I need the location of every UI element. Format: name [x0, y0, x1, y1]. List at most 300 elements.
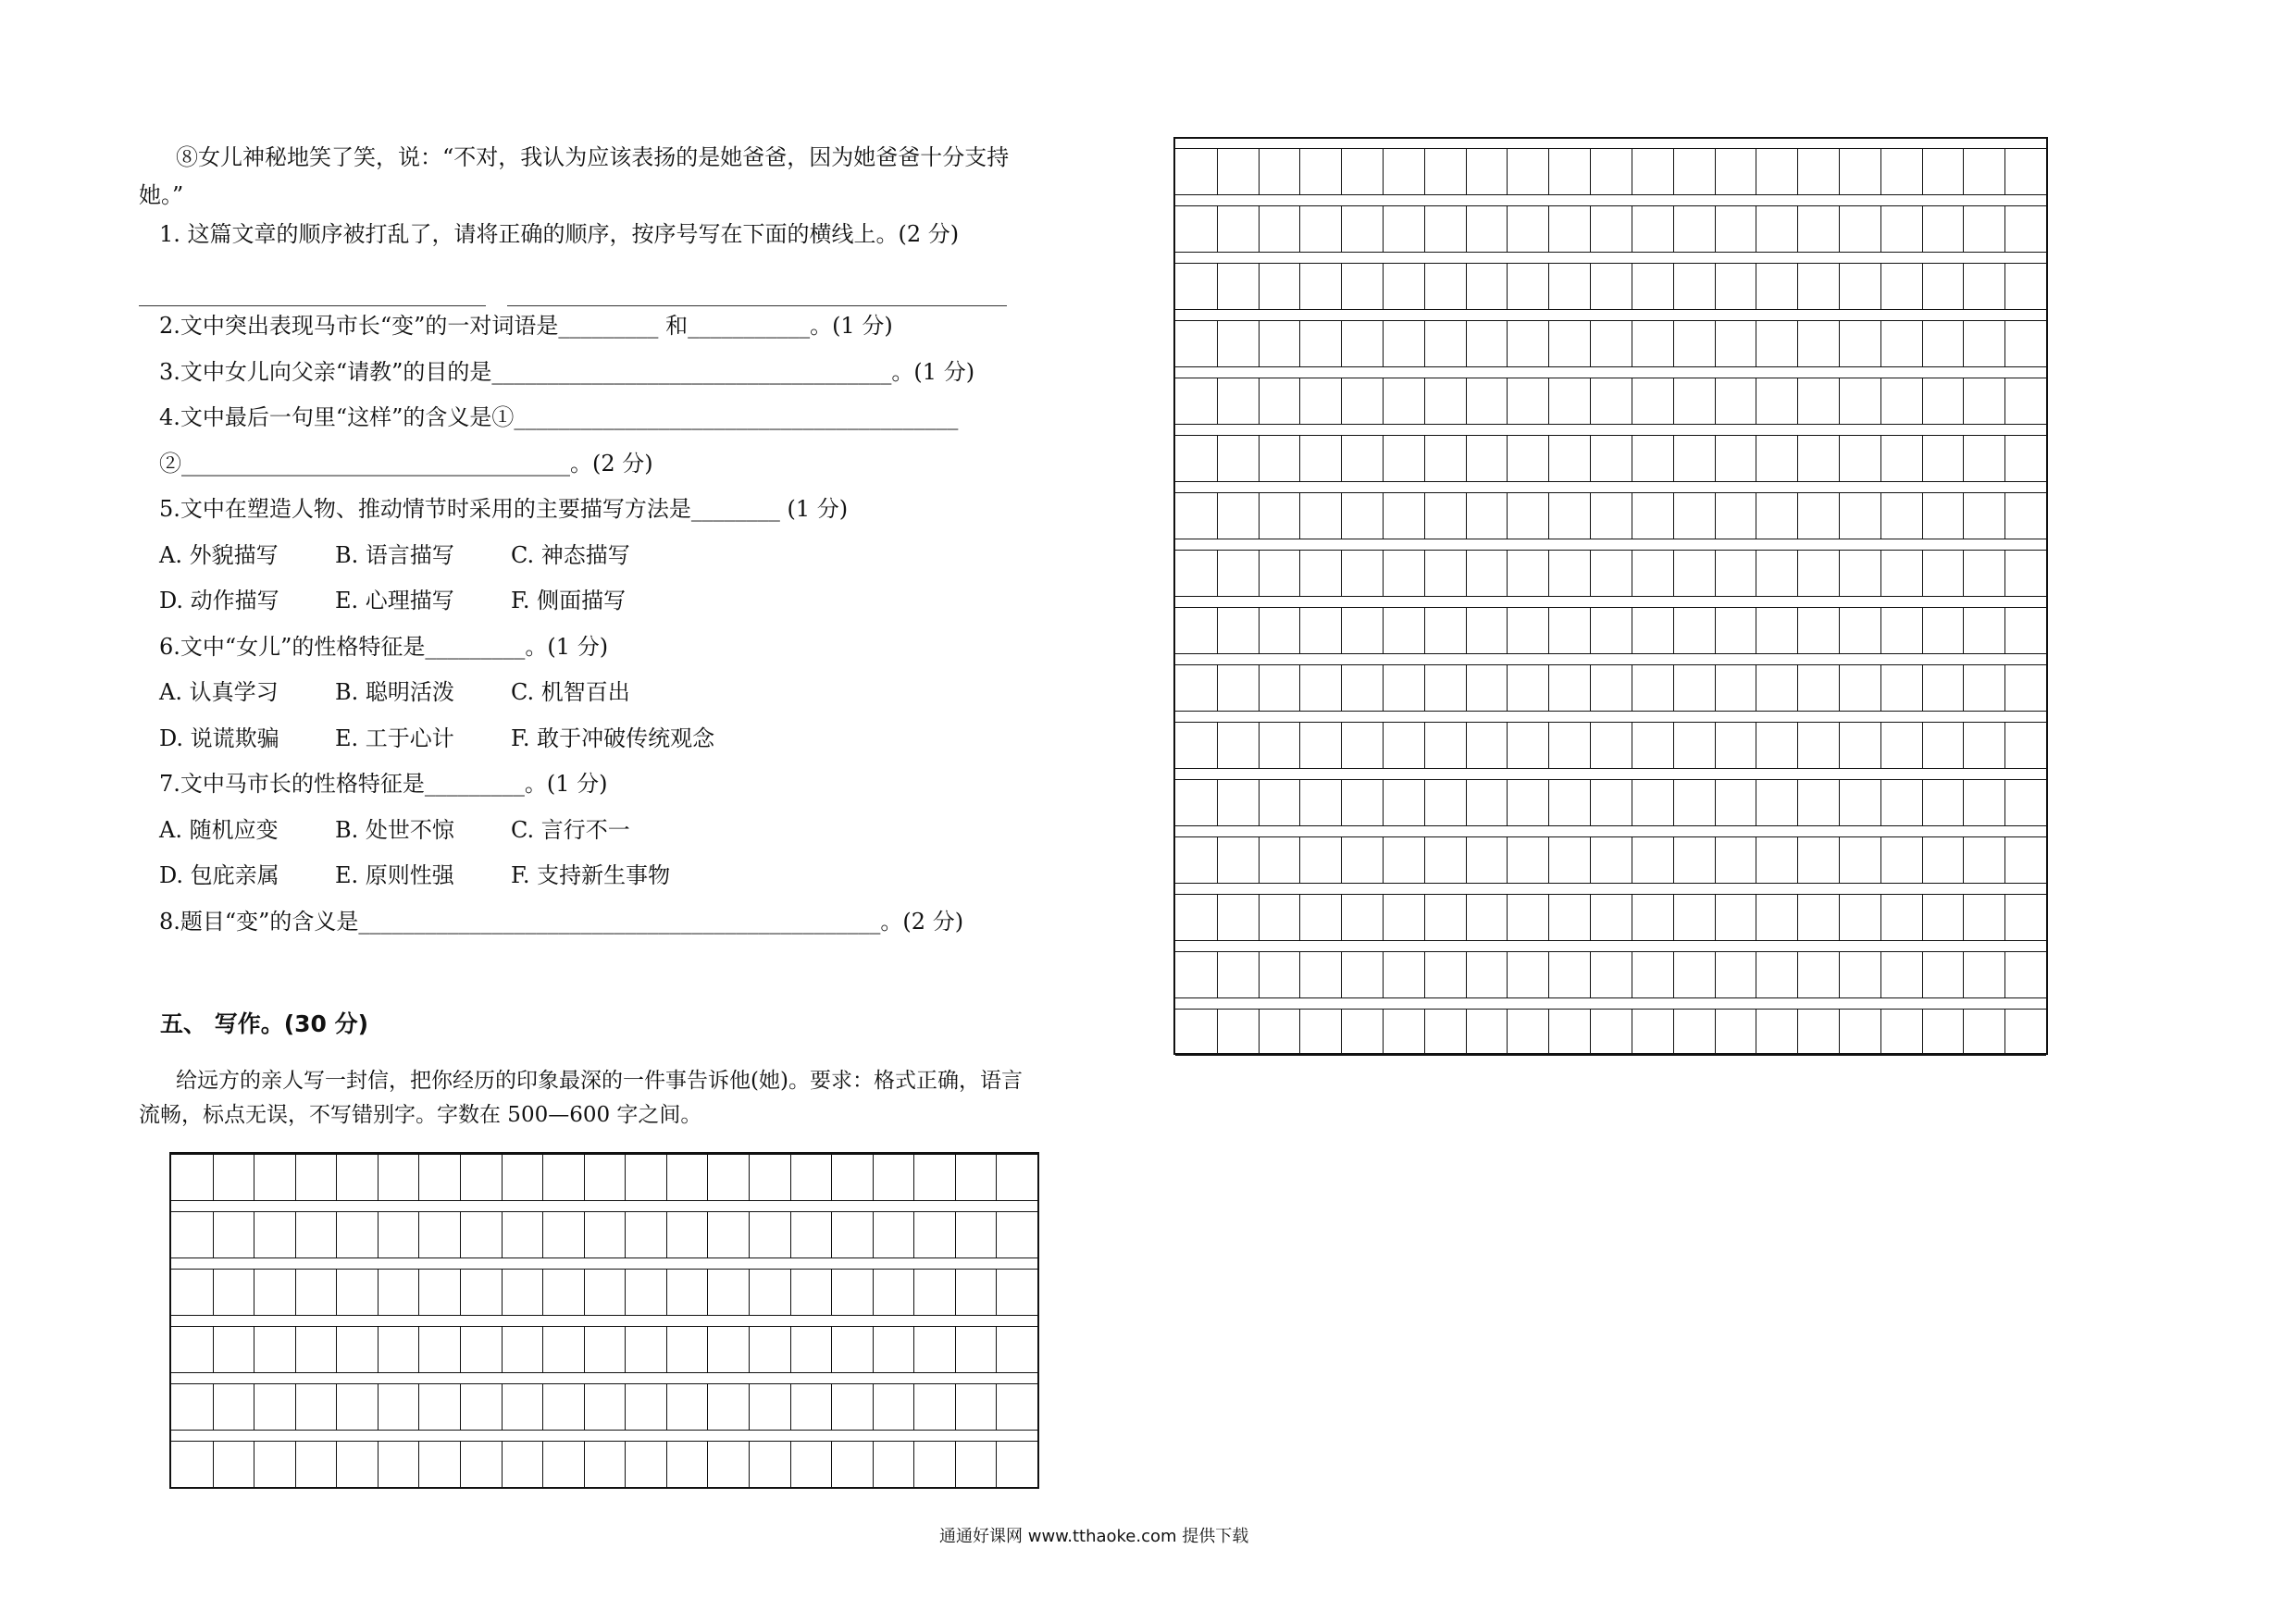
- grid-cell-divider: [1548, 435, 1549, 481]
- grid-cell-divider: [666, 1441, 667, 1487]
- grid-cell-divider: [1548, 664, 1549, 711]
- grid-cell-divider: [1259, 320, 1260, 366]
- question-5: 5.文中在塑造人物、推动情节时采用的主要描写方法是________ (1 分): [159, 496, 849, 522]
- grid-cell-divider: [1839, 205, 1840, 252]
- grid-cell-divider: [790, 1326, 791, 1372]
- grid-cell-divider: [1797, 148, 1798, 194]
- grid-cell-divider: [625, 1154, 626, 1200]
- grid-cell-divider: [213, 1383, 214, 1430]
- grid-cell-divider: [1424, 320, 1425, 366]
- grid-row: [171, 1211, 1037, 1258]
- option: B. 语言描写: [335, 541, 454, 568]
- grid-row: [171, 1269, 1037, 1315]
- grid-cell-divider: [1299, 951, 1300, 997]
- grid-cell-divider: [584, 1383, 585, 1430]
- grid-cell-divider: [378, 1269, 379, 1315]
- grid-cell-divider: [1922, 664, 1923, 711]
- grid-cell-divider: [336, 1154, 337, 1200]
- grid-cell-divider: [1922, 550, 1923, 596]
- grid-cell-divider: [625, 1269, 626, 1315]
- grid-cell-divider: [873, 1269, 874, 1315]
- grid-cell-divider: [1797, 951, 1798, 997]
- grid-cell-divider: [1715, 951, 1716, 997]
- grid-cell-divider: [1590, 1009, 1591, 1055]
- grid-cell-divider: [1341, 148, 1342, 194]
- grid-cell-divider: [1341, 492, 1342, 539]
- grid-cell-divider: [1548, 779, 1549, 825]
- grid-cell-divider: [1466, 378, 1467, 424]
- grid-cell-divider: [1839, 951, 1840, 997]
- grid-cell-divider: [584, 1441, 585, 1487]
- grid-cell-divider: [790, 1441, 791, 1487]
- grid-cell-divider: [1590, 492, 1591, 539]
- grid-cell-divider: [336, 1441, 337, 1487]
- grid-cell-divider: [1590, 205, 1591, 252]
- grid-cell-divider: [955, 1383, 956, 1430]
- grid-cell-divider: [707, 1326, 708, 1372]
- grid-cell-divider: [1922, 1009, 1923, 1055]
- grid-cell-divider: [1466, 492, 1467, 539]
- grid-cell-divider: [955, 1154, 956, 1200]
- grid-cell-divider: [336, 1269, 337, 1315]
- grid-cell-divider: [213, 1326, 214, 1372]
- grid-cell-divider: [418, 1383, 419, 1430]
- grid-cell-divider: [1466, 836, 1467, 883]
- grid-cell-divider: [1880, 492, 1881, 539]
- grid-cell-divider: [378, 1211, 379, 1258]
- grid-cell-divider: [213, 1269, 214, 1315]
- grid-row-bottom-line: [171, 1200, 1037, 1201]
- question-7: 7.文中马市长的性格特征是_________。(1 分): [159, 771, 608, 797]
- grid-cell-divider: [1424, 492, 1425, 539]
- grid-row: [1175, 951, 2046, 997]
- grid-cell-divider: [460, 1269, 461, 1315]
- grid-cell-divider: [1963, 836, 1964, 883]
- grid-cell-divider: [1922, 320, 1923, 366]
- grid-cell-divider: [542, 1211, 543, 1258]
- writing-instructions: 给远方的亲人写一封信，把你经历的印象最深的一件事告诉他(她)。要求：格式正确，语言流畅，标点无误，不写错别字。字数在 500—600 字之间。: [139, 1069, 1023, 1127]
- grid-cell-divider: [1797, 378, 1798, 424]
- grid-cell-divider: [2004, 951, 2005, 997]
- grid-cell-divider: [666, 1269, 667, 1315]
- grid-cell-divider: [1259, 263, 1260, 309]
- grid-cell-divider: [1217, 550, 1218, 596]
- writing-heading: 五、 写作。(30 分): [160, 1010, 369, 1037]
- grid-cell-divider: [1839, 378, 1840, 424]
- grid-cell-divider: [2004, 148, 2005, 194]
- grid-cell-divider: [1922, 263, 1923, 309]
- grid-cell-divider: [1341, 550, 1342, 596]
- grid-row: [1175, 320, 2046, 366]
- grid-cell-divider: [1341, 435, 1342, 481]
- grid-cell-divider: [1259, 492, 1260, 539]
- grid-cell-divider: [1383, 836, 1384, 883]
- grid-cell-divider: [2004, 378, 2005, 424]
- grid-cell-divider: [1715, 263, 1716, 309]
- grid-cell-divider: [1424, 550, 1425, 596]
- grid-cell-divider: [418, 1211, 419, 1258]
- grid-row-bottom-line: [1175, 252, 2046, 253]
- grid-cell-divider: [1383, 378, 1384, 424]
- grid-cell-divider: [873, 1154, 874, 1200]
- grid-cell-divider: [1341, 263, 1342, 309]
- grid-cell-divider: [1507, 951, 1508, 997]
- grid-cell-divider: [584, 1269, 585, 1315]
- grid-cell-divider: [542, 1154, 543, 1200]
- grid-cell-divider: [1590, 722, 1591, 768]
- grid-cell-divider: [1466, 550, 1467, 596]
- grid-cell-divider: [1299, 320, 1300, 366]
- grid-cell-divider: [1341, 205, 1342, 252]
- composition-grid-right[interactable]: [1173, 137, 2048, 1055]
- grid-row: [1175, 435, 2046, 481]
- grid-cell-divider: [502, 1269, 503, 1315]
- grid-cell-divider: [336, 1383, 337, 1430]
- grid-cell-divider: [1466, 263, 1467, 309]
- grid-cell-divider: [1548, 148, 1549, 194]
- grid-row-bottom-line: [171, 1315, 1037, 1316]
- composition-grid-left[interactable]: [169, 1152, 1039, 1489]
- grid-cell-divider: [707, 1383, 708, 1430]
- grid-row: [1175, 779, 2046, 825]
- grid-row: [1175, 894, 2046, 940]
- grid-cell-divider: [1673, 607, 1674, 653]
- question-7-options-row-2: [139, 861, 1046, 908]
- grid-cell-divider: [1590, 664, 1591, 711]
- grid-cell-divider: [790, 1269, 791, 1315]
- grid-cell-divider: [1341, 1009, 1342, 1055]
- grid-cell-divider: [955, 1441, 956, 1487]
- grid-cell-divider: [996, 1441, 997, 1487]
- grid-cell-divider: [1922, 435, 1923, 481]
- grid-cell-divider: [996, 1269, 997, 1315]
- grid-cell-divider: [1217, 205, 1218, 252]
- grid-cell-divider: [460, 1383, 461, 1430]
- grid-cell-divider: [873, 1383, 874, 1430]
- grid-cell-divider: [1507, 320, 1508, 366]
- grid-cell-divider: [1673, 894, 1674, 940]
- answer-line-2[interactable]: [507, 305, 1007, 306]
- grid-cell-divider: [1424, 205, 1425, 252]
- grid-cell-divider: [542, 1441, 543, 1487]
- grid-cell-divider: [2004, 435, 2005, 481]
- question-5-options-row-2: [139, 587, 1046, 633]
- option: B. 处世不惊: [335, 816, 454, 843]
- grid-cell-divider: [749, 1383, 750, 1430]
- grid-cell-divider: [873, 1326, 874, 1372]
- grid-cell-divider: [460, 1154, 461, 1200]
- grid-cell-divider: [1963, 320, 1964, 366]
- option: A. 外貌描写: [159, 541, 279, 568]
- grid-cell-divider: [1259, 836, 1260, 883]
- grid-cell-divider: [2004, 722, 2005, 768]
- grid-cell-divider: [1299, 894, 1300, 940]
- grid-cell-divider: [295, 1383, 296, 1430]
- grid-cell-divider: [749, 1154, 750, 1200]
- grid-cell-divider: [418, 1154, 419, 1200]
- grid-cell-divider: [831, 1211, 832, 1258]
- grid-row-bottom-line: [171, 1487, 1037, 1488]
- grid-cell-divider: [1922, 148, 1923, 194]
- grid-cell-divider: [1715, 148, 1716, 194]
- grid-cell-divider: [295, 1269, 296, 1315]
- grid-row-bottom-line: [1175, 309, 2046, 310]
- grid-cell-divider: [831, 1326, 832, 1372]
- grid-cell-divider: [1797, 550, 1798, 596]
- grid-cell-divider: [1880, 836, 1881, 883]
- grid-cell-divider: [1797, 1009, 1798, 1055]
- grid-cell-divider: [2004, 664, 2005, 711]
- grid-cell-divider: [1590, 607, 1591, 653]
- grid-cell-divider: [1673, 378, 1674, 424]
- grid-cell-divider: [2004, 779, 2005, 825]
- grid-row-bottom-line: [1175, 366, 2046, 367]
- grid-cell-divider: [996, 1154, 997, 1200]
- grid-cell-divider: [749, 1211, 750, 1258]
- grid-cell-divider: [1715, 836, 1716, 883]
- grid-cell-divider: [1715, 550, 1716, 596]
- grid-cell-divider: [1507, 550, 1508, 596]
- grid-cell-divider: [1963, 894, 1964, 940]
- grid-cell-divider: [625, 1326, 626, 1372]
- grid-cell-divider: [418, 1269, 419, 1315]
- option: F. 敢于冲破传统观念: [511, 725, 715, 751]
- grid-cell-divider: [1383, 263, 1384, 309]
- grid-cell-divider: [1341, 894, 1342, 940]
- grid-cell-divider: [1922, 205, 1923, 252]
- option: F. 支持新生事物: [511, 862, 671, 888]
- grid-cell-divider: [2004, 263, 2005, 309]
- grid-cell-divider: [1466, 205, 1467, 252]
- grid-cell-divider: [1590, 951, 1591, 997]
- grid-cell-divider: [1880, 1009, 1881, 1055]
- grid-cell-divider: [378, 1383, 379, 1430]
- grid-cell-divider: [1259, 607, 1260, 653]
- grid-cell-divider: [1383, 1009, 1384, 1055]
- grid-cell-divider: [1548, 836, 1549, 883]
- grid-cell-divider: [1383, 779, 1384, 825]
- grid-cell-divider: [1341, 836, 1342, 883]
- grid-cell-divider: [1507, 148, 1508, 194]
- grid-row-bottom-line: [1175, 424, 2046, 425]
- question-4-part-1: 4.文中最后一句里“这样”的含义是①________________________________________: [159, 404, 959, 430]
- grid-cell-divider: [913, 1383, 914, 1430]
- grid-cell-divider: [749, 1441, 750, 1487]
- grid-cell-divider: [1507, 378, 1508, 424]
- grid-cell-divider: [790, 1211, 791, 1258]
- grid-cell-divider: [1424, 722, 1425, 768]
- grid-cell-divider: [1259, 951, 1260, 997]
- grid-cell-divider: [1548, 492, 1549, 539]
- grid-row: [1175, 492, 2046, 539]
- grid-cell-divider: [1590, 836, 1591, 883]
- grid-cell-divider: [1259, 205, 1260, 252]
- grid-cell-divider: [584, 1211, 585, 1258]
- grid-cell-divider: [1466, 894, 1467, 940]
- grid-row: [171, 1441, 1037, 1487]
- grid-cell-divider: [584, 1326, 585, 1372]
- grid-cell-divider: [1259, 435, 1260, 481]
- grid-cell-divider: [1466, 148, 1467, 194]
- grid-cell-divider: [1673, 148, 1674, 194]
- grid-cell-divider: [1963, 550, 1964, 596]
- grid-cell-divider: [295, 1326, 296, 1372]
- grid-cell-divider: [1217, 607, 1218, 653]
- grid-cell-divider: [1341, 779, 1342, 825]
- grid-cell-divider: [1839, 263, 1840, 309]
- grid-cell-divider: [295, 1154, 296, 1200]
- grid-cell-divider: [1424, 951, 1425, 997]
- grid-cell-divider: [1797, 320, 1798, 366]
- grid-cell-divider: [666, 1326, 667, 1372]
- option: C. 机智百出: [511, 679, 630, 705]
- grid-cell-divider: [625, 1441, 626, 1487]
- question-6: 6.文中“女儿”的性格特征是_________。(1 分): [159, 633, 609, 660]
- grid-cell-divider: [1880, 320, 1881, 366]
- grid-cell-divider: [1922, 607, 1923, 653]
- grid-cell-divider: [1673, 550, 1674, 596]
- grid-cell-divider: [1880, 148, 1881, 194]
- grid-cell-divider: [1259, 378, 1260, 424]
- grid-cell-divider: [1217, 320, 1218, 366]
- grid-cell-divider: [378, 1326, 379, 1372]
- grid-cell-divider: [831, 1441, 832, 1487]
- grid-cell-divider: [1880, 779, 1881, 825]
- grid-row: [171, 1326, 1037, 1372]
- grid-cell-divider: [1217, 435, 1218, 481]
- grid-row-bottom-line: [1175, 883, 2046, 884]
- grid-cell-divider: [955, 1269, 956, 1315]
- grid-cell-divider: [1590, 435, 1591, 481]
- grid-cell-divider: [1217, 836, 1218, 883]
- grid-cell-divider: [1715, 378, 1716, 424]
- grid-cell-divider: [707, 1211, 708, 1258]
- grid-cell-divider: [913, 1269, 914, 1315]
- grid-cell-divider: [1259, 1009, 1260, 1055]
- option: D. 动作描写: [159, 588, 279, 613]
- grid-cell-divider: [460, 1326, 461, 1372]
- grid-cell-divider: [1715, 664, 1716, 711]
- question-2: 2.文中突出表现马市长“变”的一对词语是_________ 和___________。(1 分): [159, 313, 893, 339]
- grid-cell-divider: [1217, 1009, 1218, 1055]
- grid-cell-divider: [1797, 722, 1798, 768]
- grid-row: [1175, 664, 2046, 711]
- grid-cell-divider: [1715, 779, 1716, 825]
- grid-cell-divider: [1383, 550, 1384, 596]
- grid-cell-divider: [666, 1154, 667, 1200]
- grid-cell-divider: [1963, 951, 1964, 997]
- answer-line-1[interactable]: [139, 305, 486, 306]
- grid-cell-divider: [1383, 205, 1384, 252]
- grid-cell-divider: [1963, 378, 1964, 424]
- grid-cell-divider: [1963, 1009, 1964, 1055]
- grid-cell-divider: [1715, 205, 1716, 252]
- question-6-options-row-1: [139, 678, 1046, 725]
- grid-cell-divider: [1590, 378, 1591, 424]
- grid-cell-divider: [1507, 779, 1508, 825]
- grid-cell-divider: [1507, 836, 1508, 883]
- grid-cell-divider: [1217, 263, 1218, 309]
- grid-cell-divider: [502, 1211, 503, 1258]
- grid-cell-divider: [1922, 378, 1923, 424]
- grid-cell-divider: [1507, 1009, 1508, 1055]
- grid-cell-divider: [666, 1211, 667, 1258]
- grid-cell-divider: [1715, 607, 1716, 653]
- grid-cell-divider: [1839, 722, 1840, 768]
- grid-cell-divider: [1217, 664, 1218, 711]
- grid-cell-divider: [2004, 205, 2005, 252]
- grid-cell-divider: [1715, 894, 1716, 940]
- grid-row: [1175, 550, 2046, 596]
- grid-cell-divider: [955, 1211, 956, 1258]
- grid-cell-divider: [1507, 664, 1508, 711]
- grid-cell-divider: [1424, 378, 1425, 424]
- grid-cell-divider: [1424, 779, 1425, 825]
- grid-cell-divider: [1839, 320, 1840, 366]
- grid-cell-divider: [1299, 492, 1300, 539]
- grid-cell-divider: [1259, 894, 1260, 940]
- grid-cell-divider: [873, 1211, 874, 1258]
- grid-row: [1175, 722, 2046, 768]
- grid-cell-divider: [542, 1326, 543, 1372]
- grid-row-bottom-line: [1175, 711, 2046, 712]
- grid-cell-divider: [996, 1326, 997, 1372]
- grid-cell-divider: [1217, 894, 1218, 940]
- grid-cell-divider: [1673, 836, 1674, 883]
- grid-cell-divider: [1424, 894, 1425, 940]
- grid-cell-divider: [1383, 664, 1384, 711]
- grid-cell-divider: [2004, 492, 2005, 539]
- grid-cell-divider: [378, 1441, 379, 1487]
- grid-cell-divider: [1922, 836, 1923, 883]
- grid-cell-divider: [790, 1383, 791, 1430]
- grid-cell-divider: [1963, 263, 1964, 309]
- grid-cell-divider: [1963, 664, 1964, 711]
- grid-cell-divider: [1299, 148, 1300, 194]
- grid-cell-divider: [1548, 722, 1549, 768]
- grid-cell-divider: [1548, 205, 1549, 252]
- grid-cell-divider: [1383, 607, 1384, 653]
- grid-cell-divider: [1299, 607, 1300, 653]
- grid-row-bottom-line: [171, 1430, 1037, 1431]
- grid-cell-divider: [1880, 722, 1881, 768]
- grid-cell-divider: [1548, 894, 1549, 940]
- grid-cell-divider: [213, 1154, 214, 1200]
- grid-cell-divider: [1507, 607, 1508, 653]
- grid-cell-divider: [1466, 664, 1467, 711]
- grid-cell-divider: [1217, 148, 1218, 194]
- grid-cell-divider: [873, 1441, 874, 1487]
- question-4-part-2: ②___________________________________。(2 分): [159, 450, 653, 477]
- grid-cell-divider: [1963, 435, 1964, 481]
- grid-cell-divider: [1299, 205, 1300, 252]
- grid-cell-divider: [1839, 435, 1840, 481]
- grid-cell-divider: [1673, 492, 1674, 539]
- grid-cell-divider: [831, 1383, 832, 1430]
- grid-cell-divider: [1548, 1009, 1549, 1055]
- grid-cell-divider: [1673, 664, 1674, 711]
- grid-cell-divider: [1424, 435, 1425, 481]
- grid-cell-divider: [1839, 492, 1840, 539]
- grid-cell-divider: [1922, 492, 1923, 539]
- footer-text: 通通好课网 www.tthaoke.com 提供下载: [939, 1527, 1249, 1546]
- grid-cell-divider: [542, 1269, 543, 1315]
- grid-cell-divider: [1299, 550, 1300, 596]
- grid-cell-divider: [1963, 148, 1964, 194]
- grid-cell-divider: [625, 1383, 626, 1430]
- grid-row: [1175, 205, 2046, 252]
- grid-cell-divider: [1880, 205, 1881, 252]
